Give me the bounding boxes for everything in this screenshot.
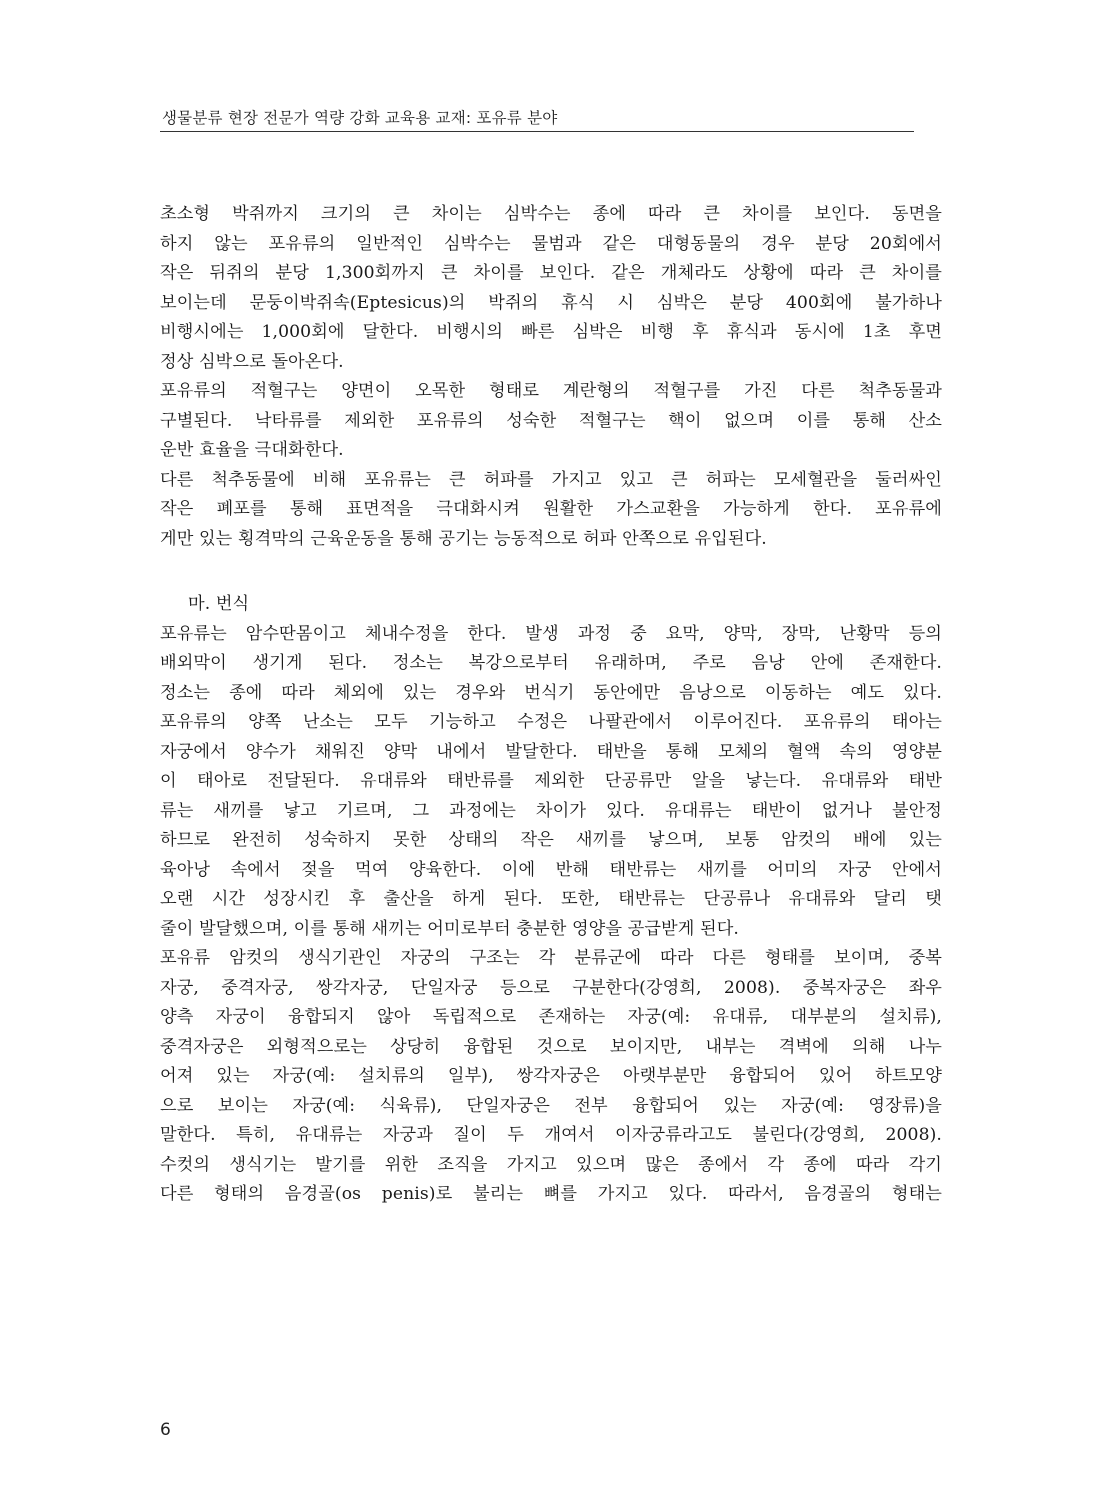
paragraph-lungs <box>160 466 942 555</box>
text-line: 하지 않는 포유류의 일반적인 심박수는 물범과 같은 대형동물의 경우 분당 20회에서 <box>160 233 942 254</box>
text-line: 류는 새끼를 낳고 기르며, 그 과정에는 차이가 있다. 유대류는 태반이 없거나 불안정 <box>160 800 942 821</box>
text-line: 작은 뒤쥐의 분당 1,300회까지 큰 차이를 보인다. 같은 개체라도 상황에 따라 큰 차이를 <box>160 263 942 283</box>
text-line: 으로 보이는 자궁(예: 식육류), 단일자궁은 전부 융합되어 있는 자궁(예: 영장류)을 <box>160 1095 942 1116</box>
text-line: 보이는데 문둥이박쥐속(Eptesicus)의 박쥐의 휴식 시 심박은 분당 400회에 불가하나 <box>160 292 942 313</box>
text-line: 포유류의 적혈구는 양면이 오목한 형태로 계란형의 적혈구를 가진 다른 척추동물과 <box>160 381 942 401</box>
text-line: 자궁, 중격자궁, 쌍각자궁, 단일자궁 등으로 구분한다(강영희, 2008). 중복자궁은 좌우 <box>160 977 942 998</box>
text-line: 수컷의 생식기는 발기를 위한 조직을 가지고 있으며 많은 종에서 각 종에 따라 각기 <box>160 1154 942 1175</box>
text-line: 포유류는 암수딴몸이고 체내수정을 한다. 발생 과정 중 요막, 양막, 장막, 난황막 등의 <box>160 623 942 644</box>
running-header: 생물분류 현장 전문가 역량 강화 교육용 교재: 포유류 분야 <box>162 109 558 127</box>
text-line: 양측 자궁이 융합되지 않아 독립적으로 존재하는 자궁(예: 유대류, 대부분의 설치류), <box>160 1007 942 1027</box>
text-line: 자궁에서 양수가 채워진 양막 내에서 발달한다. 태반을 통해 모체의 혈액 속의 영양분 <box>160 741 942 762</box>
paragraph-heart-rate <box>160 200 942 377</box>
text-line: 육아낭 속에서 젖을 먹여 양육한다. 이에 반해 태반류는 새끼를 어미의 자궁 안에서 <box>160 859 942 880</box>
paragraph-reproduction <box>160 620 942 945</box>
text-line: 어져 있는 자궁(예: 설치류의 일부), 쌍각자궁은 아랫부분만 융합되어 있어 하트모양 <box>160 1066 942 1086</box>
text-line: 하므로 완전히 성숙하지 못한 상태의 작은 새끼를 낳으며, 보통 암컷의 배에 있는 <box>160 830 942 850</box>
text-line: 게만 있는 횡격막의 근육운동을 통해 공기는 능동적으로 허파 안쪽으로 유입된다. <box>160 528 767 549</box>
paragraph-red-blood-cells <box>160 377 942 466</box>
text-line: 말한다. 특히, 유대류는 자궁과 질이 두 개여서 이자궁류라고도 불린다(강영희, 2008). <box>160 1125 942 1145</box>
paragraph-uterus <box>160 944 942 1210</box>
text-line: 다른 형태의 음경골(os penis)로 불리는 뼈를 가지고 있다. 따라서, 음경골의 형태는 <box>160 1184 942 1204</box>
text-line: 운반 효율을 극대화한다. <box>160 440 344 460</box>
section-gap <box>160 554 942 590</box>
text-line: 정소는 종에 따라 체외에 있는 경우와 번식기 동안에만 음낭으로 이동하는 예도 있다. <box>160 682 942 703</box>
text-line: 중격자궁은 외형적으로는 상당히 융합된 것으로 보이지만, 내부는 격벽에 의해 나누 <box>160 1036 942 1057</box>
page-body <box>160 200 942 1210</box>
text-line: 비행시에는 1,000회에 달한다. 비행시의 빠른 심박은 비행 후 휴식과 동시에 1초 후면 <box>160 322 942 342</box>
text-line: 작은 폐포를 통해 표면적을 극대화시켜 원활한 가스교환을 가능하게 한다. 포유류에 <box>160 499 942 519</box>
header-divider <box>160 131 914 132</box>
text-line: 이 태아로 전달된다. 유대류와 태반류를 제외한 단공류만 알을 낳는다. 유대류와 태반 <box>160 771 942 791</box>
section-heading: 마. 번식 <box>188 594 250 614</box>
text-line: 포유류 암컷의 생식기관인 자궁의 구조는 각 분류군에 따라 다른 형태를 보이며, 중복 <box>160 948 942 968</box>
text-line: 정상 심박으로 돌아온다. <box>160 351 344 372</box>
text-line: 포유류의 양쪽 난소는 모두 기능하고 수정은 나팔관에서 이루어진다. 포유류의 태아는 <box>160 712 942 732</box>
text-line: 구별된다. 낙타류를 제외한 포유류의 성숙한 적혈구는 핵이 없으며 이를 통해 산소 <box>160 410 942 431</box>
text-line: 다른 척추동물에 비해 포유류는 큰 허파를 가지고 있고 큰 허파는 모세혈관을 둘러싸인 <box>160 469 942 490</box>
text-line: 오랜 시간 성장시킨 후 출산을 하게 된다. 또한, 태반류는 단공류나 유대류와 달리 탯 <box>160 889 942 909</box>
text-line: 초소형 박쥐까지 크기의 큰 차이는 심박수는 종에 따라 큰 차이를 보인다. 동면을 <box>160 204 942 224</box>
page-number: 6 <box>160 1420 171 1440</box>
text-line: 줄이 발달했으며, 이를 통해 새끼는 어미로부터 충분한 영양을 공급받게 된다. <box>160 918 739 939</box>
text-line: 배외막이 생기게 된다. 정소는 복강으로부터 유래하며, 주로 음낭 안에 존재한다. <box>160 653 942 673</box>
